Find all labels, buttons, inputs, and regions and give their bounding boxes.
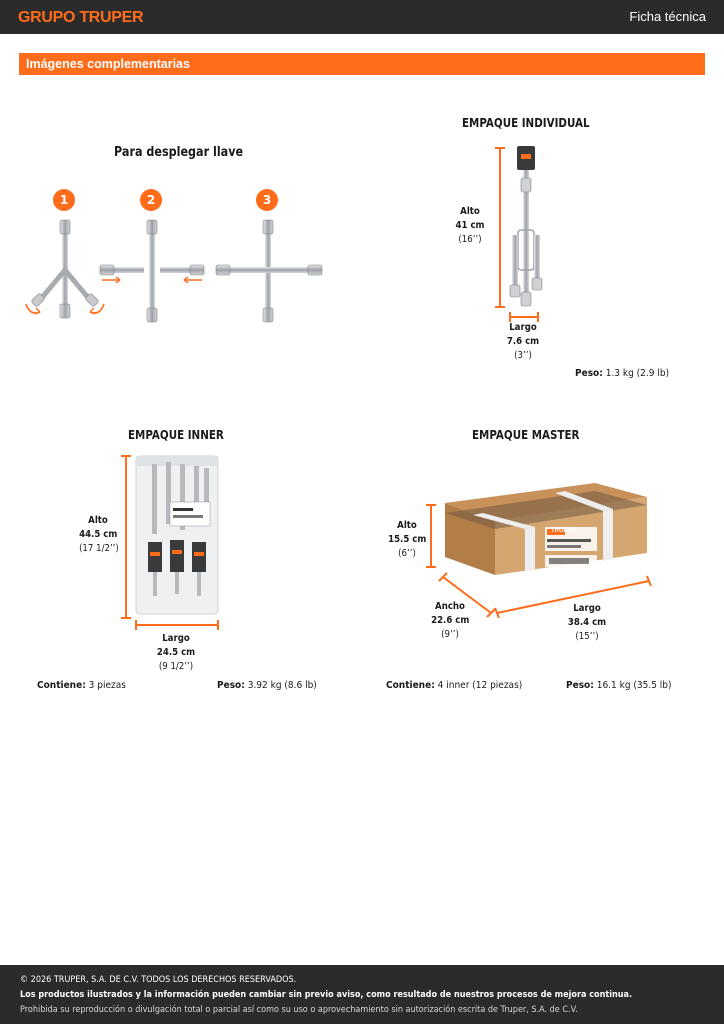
brand-logo: GRUPO TRUPER — [18, 9, 144, 26]
section-title: Imágenes complementarias — [26, 57, 190, 71]
master-peso: Peso: 16.1 kg (35.5 lb) — [566, 680, 672, 691]
deploy-steps-illustration — [20, 212, 330, 327]
master-alto: Alto 15.5 cm (6’’) — [388, 520, 427, 559]
individual-largo: Largo 7.6 cm (3’’) — [506, 322, 540, 361]
master-ancho: Ancho 22.6 cm (9’’) — [431, 601, 470, 640]
inner-alto: Alto 44.5 cm (17 1/2’’) — [79, 515, 119, 554]
wrench-step3-icon — [216, 220, 322, 322]
master-contiene: Contiene: 4 inner (12 piezas) — [386, 680, 523, 691]
inner-contiene: Contiene: 3 piezas — [37, 680, 126, 691]
master-box-illustration — [425, 475, 655, 620]
individual-peso: Peso: 1.3 kg (2.9 lb) — [575, 368, 670, 379]
individual-title: EMPAQUE INDIVIDUAL — [462, 116, 590, 130]
section-header — [19, 53, 705, 75]
inner-package-illustration — [118, 450, 228, 632]
footer — [0, 965, 724, 1024]
wrench-step1-icon — [26, 220, 104, 318]
master-largo: Largo 38.4 cm (15’’) — [567, 603, 607, 642]
individual-alto: Alto 41 cm (16’’) — [455, 206, 485, 245]
inner-title: EMPAQUE INNER — [128, 428, 224, 442]
top-bar — [0, 0, 724, 34]
box-code-label: 15484 — [549, 567, 563, 573]
footer-prohibition: Prohibida su reproducción o divulgación total o parcial así como su uso o aprovechamiento sin autorización escrita de Truper, S.A. de C.V. — [20, 1005, 578, 1015]
step-badge-2: 2 — [140, 189, 162, 211]
footer-copyright: © 2026 TRUPER, S.A. DE C.V. TODOS LOS DERECHOS RESERVADOS. — [20, 975, 297, 985]
deploy-title: Para desplegar llave — [114, 145, 244, 160]
document-type: Ficha técnica — [629, 9, 706, 24]
footer-notice: Los productos ilustrados y la información pueden cambiar sin previo aviso, como resultado de nuestros procesos de mejora continua. — [20, 990, 633, 1000]
step-badge-1: 1 — [53, 189, 75, 211]
box-brand-label: TRUPER — [551, 528, 576, 534]
wrench-step2-icon — [100, 220, 204, 322]
step-badge-3: 3 — [256, 189, 278, 211]
inner-largo: Largo 24.5 cm (9 1/2’’) — [156, 633, 196, 672]
individual-package-illustration — [488, 140, 558, 325]
inner-peso: Peso: 3.92 kg (8.6 lb) — [217, 680, 317, 691]
master-title: EMPAQUE MASTER — [472, 428, 580, 442]
